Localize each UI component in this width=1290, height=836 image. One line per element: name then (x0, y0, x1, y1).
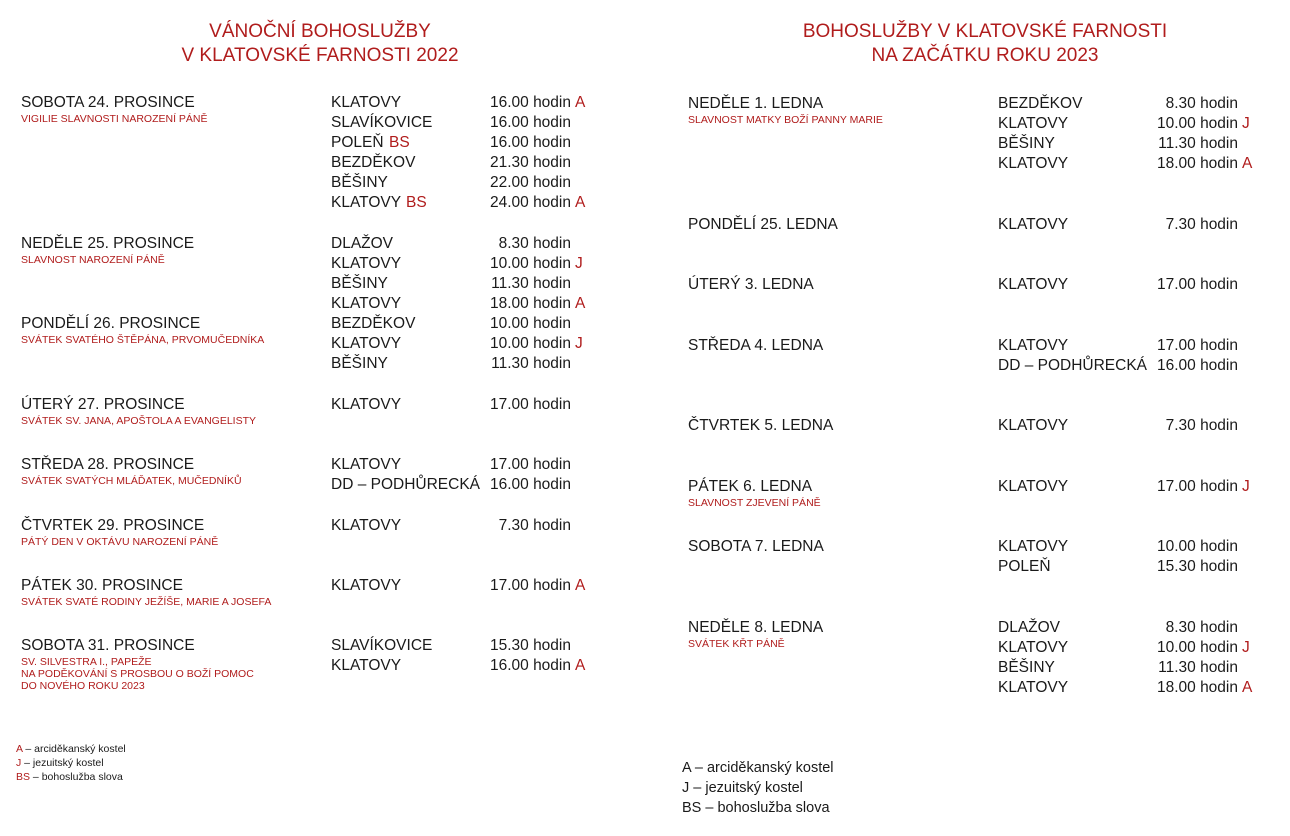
church-tag: A (575, 295, 586, 312)
legend-key: BS (16, 771, 31, 783)
newyear-schedule-title (780, 20, 1190, 68)
service-row (331, 254, 631, 274)
day-entry (688, 94, 883, 126)
service-row (331, 153, 631, 173)
service-place: BĚŠINY (331, 355, 388, 372)
service-place: KLATOVY (998, 115, 1069, 132)
day-heading: SOBOTA 24. PROSINCE (21, 94, 195, 111)
service-time: 22.00 hodin (489, 174, 571, 191)
service-place: POLEŇ (331, 134, 384, 151)
day-heading: ÚTERÝ 3. LEDNA (688, 276, 814, 293)
service-place: KLATOVY (998, 155, 1069, 172)
service-place: DD – PODHŮRECKÁ (998, 357, 1147, 374)
feast-name: SVÁTEK SVATÉHO ŠTĚPÁNA, PRVOMUČEDNÍKA (21, 334, 265, 346)
service-place: KLATOVY (998, 538, 1069, 555)
feast-name: SVÁTEK KŘT PÁNĚ (688, 638, 785, 650)
service-place: KLATOVY (998, 679, 1069, 696)
service-row (331, 274, 631, 294)
church-tag: J (575, 255, 583, 272)
feast-name: SVÁTEK SVATÉ RODINY JEŽÍŠE, MARIE A JOSEFA (21, 596, 272, 608)
service-place: BĚŠINY (331, 275, 388, 292)
service-row (331, 656, 631, 676)
service-place: KLATOVY (331, 396, 402, 413)
service-time: 10.00 hodin (1156, 115, 1238, 132)
service-row (998, 638, 1290, 658)
service-row (331, 93, 631, 113)
legend-key: A (682, 760, 691, 776)
legend (16, 742, 126, 784)
church-tag: J (1242, 478, 1250, 495)
service-row (998, 275, 1290, 295)
day-heading: ÚTERÝ 27. PROSINCE (21, 396, 185, 413)
service-row (998, 416, 1290, 436)
day-entry (21, 234, 194, 266)
service-time: 8.30 hodin (1165, 95, 1238, 112)
church-tag: J (1242, 639, 1250, 656)
legend-item (16, 756, 126, 770)
service-place: SLAVÍKOVICE (331, 114, 433, 131)
service-time: 10.00 hodin (489, 315, 571, 332)
service-time: 18.00 hodin (489, 295, 571, 312)
service-place: DD – PODHŮRECKÁ (331, 476, 480, 493)
legend-key: BS (682, 800, 702, 816)
day-entry (21, 516, 218, 548)
service-time: 17.00 hodin (489, 396, 571, 413)
legend-text: – bohoslužba slova (701, 800, 830, 816)
service-place: SLAVÍKOVICE (331, 637, 433, 654)
legend-text: – arciděkanský kostel (22, 743, 126, 755)
service-row (331, 576, 631, 596)
title-line-2: NA ZAČÁTKU ROKU 2023 (871, 45, 1099, 66)
service-row (998, 336, 1290, 356)
day-heading: STŘEDA 28. PROSINCE (21, 456, 195, 473)
service-place: BEZDĚKOV (331, 154, 416, 171)
service-time: 17.00 hodin (489, 577, 571, 594)
service-row (331, 193, 631, 213)
service-place: BĚŠINY (998, 135, 1055, 152)
day-entry (21, 93, 208, 125)
service-row (998, 477, 1290, 497)
service-time: 10.00 hodin (489, 335, 571, 352)
service-row (998, 557, 1290, 577)
day-entry (688, 336, 823, 356)
service-time: 16.00 hodin (489, 476, 571, 493)
service-place: BEZDĚKOV (331, 315, 416, 332)
service-time: 17.00 hodin (1156, 478, 1238, 495)
day-heading: NEDĚLE 8. LEDNA (688, 619, 824, 636)
feast-name: SVÁTEK SV. JANA, APOŠTOLA A EVANGELISTY (21, 415, 256, 427)
service-place: KLATOVY (331, 295, 402, 312)
service-place: BEZDĚKOV (998, 95, 1083, 112)
day-heading: NEDĚLE 25. PROSINCE (21, 235, 195, 252)
legend-item (16, 770, 126, 784)
day-heading: PONDĚLÍ 26. PROSINCE (21, 315, 201, 332)
church-tag: A (575, 657, 586, 674)
service-time: 16.00 hodin (1156, 357, 1238, 374)
service-type-tag: BS (406, 194, 427, 211)
service-row (331, 334, 631, 354)
service-place: BĚŠINY (998, 659, 1055, 676)
service-place: KLATOVY (998, 337, 1069, 354)
service-row (331, 314, 631, 334)
legend-text: – jezuitský kostel (21, 757, 104, 769)
day-heading: PÁTEK 6. LEDNA (688, 478, 813, 495)
feast-name: SVÁTEK SVATÝCH MLÁĎATEK, MUČEDNÍKŮ (21, 475, 242, 487)
day-heading: NEDĚLE 1. LEDNA (688, 95, 824, 112)
christmas-schedule-title (120, 20, 520, 68)
service-place: KLATOVY (998, 417, 1069, 434)
church-tag: J (575, 335, 583, 352)
service-row (998, 658, 1290, 678)
service-row (998, 154, 1290, 174)
service-place: DLAŽOV (998, 619, 1061, 636)
church-tag: A (1242, 155, 1253, 172)
service-row (331, 455, 631, 475)
day-entry (688, 215, 838, 235)
service-time: 10.00 hodin (489, 255, 571, 272)
service-row (998, 618, 1290, 638)
service-place: KLATOVY (331, 194, 402, 211)
day-heading: SOBOTA 7. LEDNA (688, 538, 824, 555)
church-tag: A (1242, 679, 1253, 696)
title-line-2: V KLATOVSKÉ FARNOSTI 2022 (181, 45, 459, 66)
day-entry (688, 537, 824, 557)
service-time: 10.00 hodin (1156, 538, 1238, 555)
day-entry (688, 477, 821, 509)
service-time: 16.00 hodin (489, 94, 571, 111)
legend-item (682, 778, 834, 798)
service-time: 24.00 hodin (489, 194, 571, 211)
feast-name: NA PODĚKOVÁNÍ S PROSBOU O BOŽÍ POMOC (21, 668, 254, 680)
service-row (331, 113, 631, 133)
service-place: KLATOVY (998, 478, 1069, 495)
service-time: 11.30 hodin (1158, 135, 1238, 152)
service-place: KLATOVY (331, 335, 402, 352)
feast-name: SLAVNOST MATKY BOŽÍ PANNY MARIE (688, 114, 883, 126)
service-row (331, 475, 631, 495)
service-time: 16.00 hodin (489, 134, 571, 151)
service-place: DLAŽOV (331, 235, 394, 252)
service-row (331, 395, 631, 415)
day-heading: ČTVRTEK 29. PROSINCE (21, 517, 205, 534)
church-tag: A (575, 577, 586, 594)
legend-item (16, 742, 126, 756)
service-row (331, 173, 631, 193)
legend-key: J (682, 780, 690, 796)
service-row (998, 134, 1290, 154)
day-entry (688, 416, 833, 436)
legend-text: – bohoslužba slova (30, 771, 123, 783)
legend (682, 758, 834, 818)
service-place: KLATOVY (331, 456, 402, 473)
service-row (998, 94, 1290, 114)
legend-item (682, 798, 834, 818)
day-heading: ČTVRTEK 5. LEDNA (688, 417, 834, 434)
day-heading: STŘEDA 4. LEDNA (688, 337, 824, 354)
service-time: 17.00 hodin (489, 456, 571, 473)
service-place: KLATOVY (331, 517, 402, 534)
service-time: 16.00 hodin (489, 114, 571, 131)
service-row (331, 354, 631, 374)
service-place: KLATOVY (331, 94, 402, 111)
service-time: 17.00 hodin (1156, 276, 1238, 293)
service-place: POLEŇ (998, 558, 1051, 575)
service-row (998, 678, 1290, 698)
feast-name: SV. SILVESTRA I., PAPEŽE (21, 656, 152, 668)
service-time: 16.00 hodin (489, 657, 571, 674)
service-time: 18.00 hodin (1156, 679, 1238, 696)
service-place: KLATOVY (998, 639, 1069, 656)
service-type-tag: BS (389, 134, 410, 151)
day-entry (21, 576, 271, 608)
feast-name: DO NOVÉHO ROKU 2023 (21, 680, 145, 692)
service-time: 8.30 hodin (498, 235, 571, 252)
service-place: BĚŠINY (331, 174, 388, 191)
service-row (998, 114, 1290, 134)
service-time: 7.30 hodin (1165, 216, 1238, 233)
feast-name: VIGILIE SLAVNOSTI NAROZENÍ PÁNĚ (21, 113, 208, 125)
church-tag: J (1242, 115, 1250, 132)
service-time: 15.30 hodin (1156, 558, 1238, 575)
day-heading: SOBOTA 31. PROSINCE (21, 637, 195, 654)
church-tag: A (575, 94, 586, 111)
day-entry (21, 636, 254, 692)
service-time: 10.00 hodin (1156, 639, 1238, 656)
service-time: 17.00 hodin (1156, 337, 1238, 354)
service-row (331, 636, 631, 656)
service-place: KLATOVY (331, 577, 402, 594)
service-row (998, 215, 1290, 235)
service-place: KLATOVY (998, 216, 1069, 233)
legend-key: A (16, 743, 23, 755)
day-entry (21, 455, 242, 487)
legend-item (682, 758, 834, 778)
feast-name: SLAVNOST ZJEVENÍ PÁNĚ (688, 497, 821, 509)
service-time: 18.00 hodin (1156, 155, 1238, 172)
service-row (331, 294, 631, 314)
service-place: KLATOVY (331, 255, 402, 272)
day-heading: PÁTEK 30. PROSINCE (21, 577, 183, 594)
service-time: 15.30 hodin (489, 637, 571, 654)
service-time: 11.30 hodin (1158, 659, 1238, 676)
service-place: KLATOVY (331, 657, 402, 674)
day-entry (21, 395, 256, 427)
service-time: 11.30 hodin (491, 275, 571, 292)
service-time: 11.30 hodin (491, 355, 571, 372)
feast-name: SLAVNOST NAROZENÍ PÁNĚ (21, 254, 165, 266)
service-time: 8.30 hodin (1165, 619, 1238, 636)
service-row (331, 234, 631, 254)
service-row (331, 516, 631, 536)
service-time: 7.30 hodin (498, 517, 571, 534)
title-line-1: VÁNOČNÍ BOHOSLUŽBY (209, 21, 431, 42)
day-entry (688, 275, 814, 295)
service-row (331, 133, 631, 153)
day-entry (21, 314, 264, 346)
church-tag: A (575, 194, 586, 211)
service-time: 7.30 hodin (1165, 417, 1238, 434)
day-heading: PONDĚLÍ 25. LEDNA (688, 216, 838, 233)
legend-text: – arciděkanský kostel (690, 760, 834, 776)
legend-text: – jezuitský kostel (689, 780, 803, 796)
day-entry (688, 618, 823, 650)
service-row (998, 537, 1290, 557)
title-line-1: BOHOSLUŽBY V KLATOVSKÉ FARNOSTI (802, 21, 1168, 42)
legend-key: J (16, 757, 22, 769)
service-time: 21.30 hodin (489, 154, 571, 171)
service-row (998, 356, 1290, 376)
service-place: KLATOVY (998, 276, 1069, 293)
feast-name: PÁTÝ DEN V OKTÁVU NAROZENÍ PÁNĚ (21, 536, 219, 548)
